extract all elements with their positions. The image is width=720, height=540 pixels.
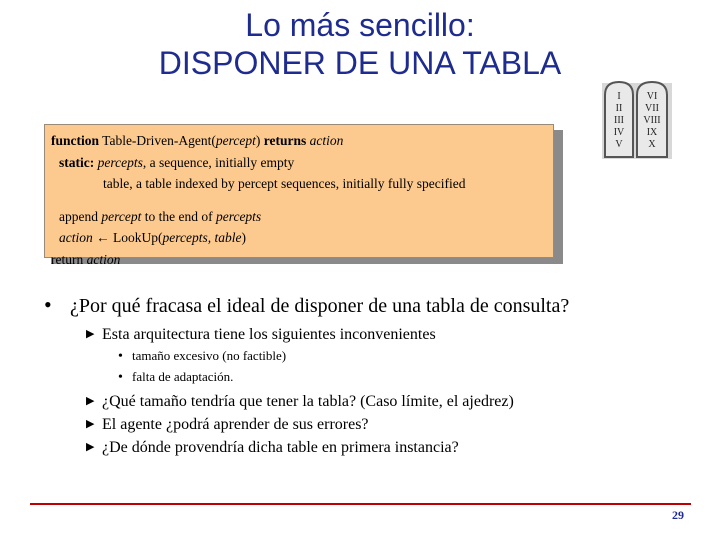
code-text: return (51, 251, 87, 267)
code-variable: action (59, 230, 93, 245)
code-variable: percept (215, 133, 256, 148)
triangle-right-icon: ▶ (86, 328, 95, 340)
algorithm-line-function (51, 130, 553, 152)
code-variable: action (86, 251, 121, 267)
page-number: 29 (672, 508, 684, 522)
code-text: table, a table indexed by percept sequences, initially fully specified (103, 176, 466, 191)
footer-divider (30, 503, 691, 505)
tablet-left-numeral: II (615, 103, 623, 114)
triangle-right-icon: ▶ (86, 418, 95, 430)
algorithm-line-append (51, 206, 553, 228)
tablet-left-numeral: IV (613, 127, 625, 138)
triangle-right-icon: ▶ (86, 395, 95, 407)
triangle-right-icon: ▶ (86, 441, 95, 453)
algorithm-line-table (51, 173, 553, 195)
slide-title-line-1: Lo más sencillo: (245, 7, 475, 43)
slide-title (0, 6, 720, 82)
main-bullet (44, 292, 569, 319)
tablet-right-numeral: VI (646, 91, 658, 102)
code-text: ← Look (92, 230, 142, 245)
sub-bullet (86, 436, 459, 459)
sub-bullet (86, 413, 369, 436)
code-text: ) (255, 133, 264, 148)
code-text: , a sequence, initially empty (142, 154, 295, 170)
tablet-right-numeral: VIII (643, 115, 661, 126)
tablet-right-numeral: X (648, 139, 656, 150)
code-text: append (59, 208, 102, 224)
tablet-right-numeral: VII (645, 103, 659, 114)
code-text: Up( (141, 230, 163, 245)
keyword: function (51, 133, 100, 148)
sub-bullet-text: ¿De dónde provendría dicha table en primera instancia? (102, 439, 459, 456)
sub-bullet-text: El agente ¿podrá aprender de sus errores? (102, 416, 369, 433)
keyword: static: (59, 154, 95, 170)
stone-tablets-icon (601, 79, 673, 159)
tablet-left-numeral: V (615, 139, 623, 150)
code-variable: percepts (97, 154, 143, 170)
code-text: Table-Driven-Agent( (99, 133, 216, 148)
bullet-dot-icon: • (44, 292, 52, 317)
tablet-left-numeral: III (614, 115, 624, 126)
code-variable: percept (101, 208, 142, 224)
code-text: ) (241, 230, 246, 245)
code-variable: percepts, table (162, 230, 242, 245)
tablet-right-numeral: IX (646, 127, 658, 138)
bullet-dot-icon: • (118, 349, 123, 364)
code-text: to the end of (141, 208, 216, 224)
main-bullet-text: ¿Por qué fracasa el ideal de disponer de una tabla de consulta? (70, 295, 570, 317)
sub-bullet (86, 390, 514, 413)
code-variable: percepts (215, 208, 262, 224)
keyword: returns (263, 133, 307, 148)
sub-bullet (86, 323, 436, 346)
slide-title-line-2: DISPONER DE UNA TABLA (158, 45, 562, 81)
algorithm-line-return (51, 249, 553, 271)
algorithm-line-static (51, 152, 553, 174)
algorithm-line-lookup (51, 227, 553, 249)
bullet-dot-icon: • (118, 370, 123, 385)
sub-sub-bullet (118, 347, 286, 366)
sub-sub-bullet-text: falta de adaptación. (132, 369, 234, 384)
sub-sub-bullet (118, 368, 233, 387)
sub-bullet-text: Esta arquitectura tiene los siguientes inconvenientes (102, 326, 436, 343)
sub-bullet-text: ¿Qué tamaño tendría que tener la tabla? (Caso límite, el ajedrez) (102, 393, 514, 410)
algorithm-box (44, 124, 554, 267)
tablet-left-numeral: I (617, 91, 621, 102)
code-variable: action (309, 133, 344, 148)
sub-sub-bullet-text: tamaño excesivo (no factible) (132, 348, 287, 363)
